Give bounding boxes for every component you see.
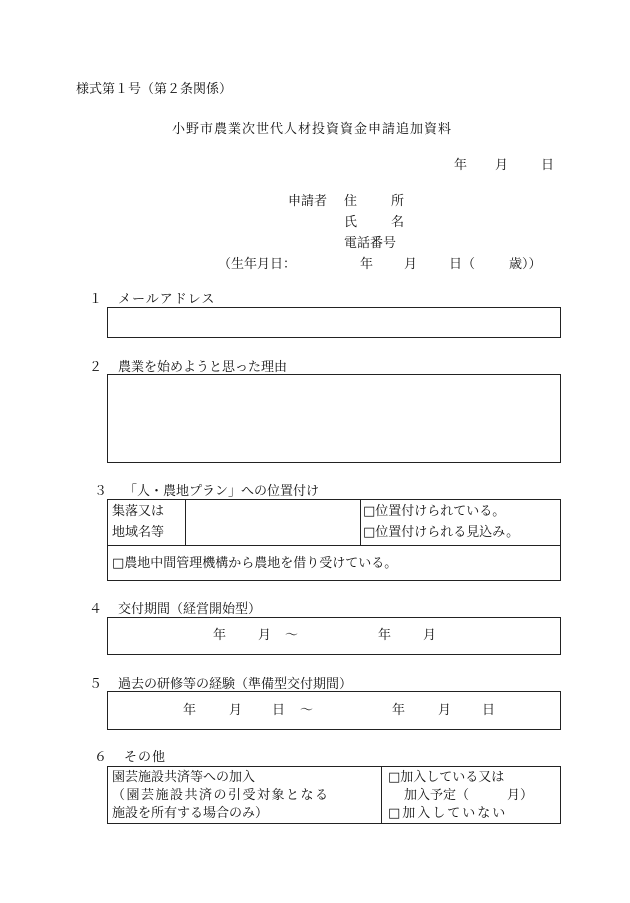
date-month-label: 月: [495, 158, 509, 173]
section-1-label: メールアドレス: [118, 292, 216, 307]
training-end-month: 月: [438, 703, 452, 718]
address-label-1: 住: [344, 194, 358, 209]
insurance-label-1: 園芸施設共済等への加入: [112, 770, 256, 785]
section-2-label: 農業を始めようと思った理由: [118, 360, 288, 375]
applicant-label: 申請者: [288, 194, 328, 209]
plan-option-expected[interactable]: □位置付けられる見込み。: [363, 525, 520, 540]
training-start-day: 日: [272, 703, 286, 718]
form-number: 様式第１号（第２条関係）: [76, 82, 233, 97]
birth-age-label: 歳））: [509, 257, 542, 272]
insurance-label-3: 施設を所有する場合のみ）: [112, 806, 269, 821]
grant-period-field[interactable]: [107, 617, 561, 655]
phone-label: 電話番号: [344, 236, 397, 251]
insurance-planned-label: 加入予定（: [404, 788, 470, 803]
grant-start-year: 年: [213, 628, 227, 643]
birth-year-label: 年: [360, 257, 374, 272]
section-6-number: ６: [94, 750, 108, 765]
area-label-1: 集落又は: [112, 504, 165, 519]
training-end-year: 年: [392, 703, 406, 718]
email-field[interactable]: [107, 307, 561, 338]
section-2-number: ２: [89, 360, 103, 375]
name-label-2: 名: [391, 215, 405, 230]
training-start-year: 年: [183, 703, 197, 718]
grant-end-year: 年: [378, 628, 392, 643]
grant-end-month: 月: [423, 628, 437, 643]
name-label-1: 氏: [344, 215, 358, 230]
grant-period-tilde: ～: [285, 628, 299, 643]
insurance-option-enrolled[interactable]: □加入している又は: [388, 770, 505, 785]
birth-prefix: （生年月日：: [218, 257, 297, 272]
insurance-label-2: （園芸施設共済の引受対象となる: [112, 788, 330, 803]
insurance-planned-month: 月）: [507, 788, 534, 803]
area-label-2: 地域名等: [112, 525, 165, 540]
birth-month-label: 月: [404, 257, 418, 272]
training-period-tilde: ～: [300, 703, 314, 718]
plan-table-divider-2: [360, 499, 361, 546]
section-4-number: ４: [89, 602, 103, 617]
section-6-label: その他: [124, 750, 167, 765]
date-year-label: 年: [454, 158, 468, 173]
section-5-number: ５: [89, 677, 103, 692]
section-4-label: 交付期間（経営開始型）: [118, 602, 262, 617]
insurance-option-not-enrolled[interactable]: □加入していない: [388, 806, 508, 821]
reason-field[interactable]: [107, 374, 561, 463]
grant-start-month: 月: [258, 628, 272, 643]
section-3-label: 「人・農地プラン」への位置付け: [124, 484, 320, 499]
plan-option-positioned[interactable]: □位置付けられている。: [363, 504, 506, 519]
training-end-day: 日: [482, 703, 496, 718]
training-start-month: 月: [229, 703, 243, 718]
date-day-label: 日: [541, 158, 555, 173]
page-title: 小野市農業次世代人材投資資金申請追加資料: [172, 122, 453, 137]
address-label-2: 所: [391, 194, 405, 209]
plan-option-leased[interactable]: □農地中間管理機構から農地を借り受けている。: [112, 556, 398, 571]
area-name-field[interactable]: [186, 500, 360, 545]
section-5-label: 過去の研修等の経験（準備型交付期間）: [118, 677, 353, 692]
section-1-number: １: [89, 292, 103, 307]
section-3-number: ３: [94, 484, 108, 499]
insurance-table-divider: [381, 766, 382, 824]
birth-day-label: 日（: [449, 257, 476, 272]
